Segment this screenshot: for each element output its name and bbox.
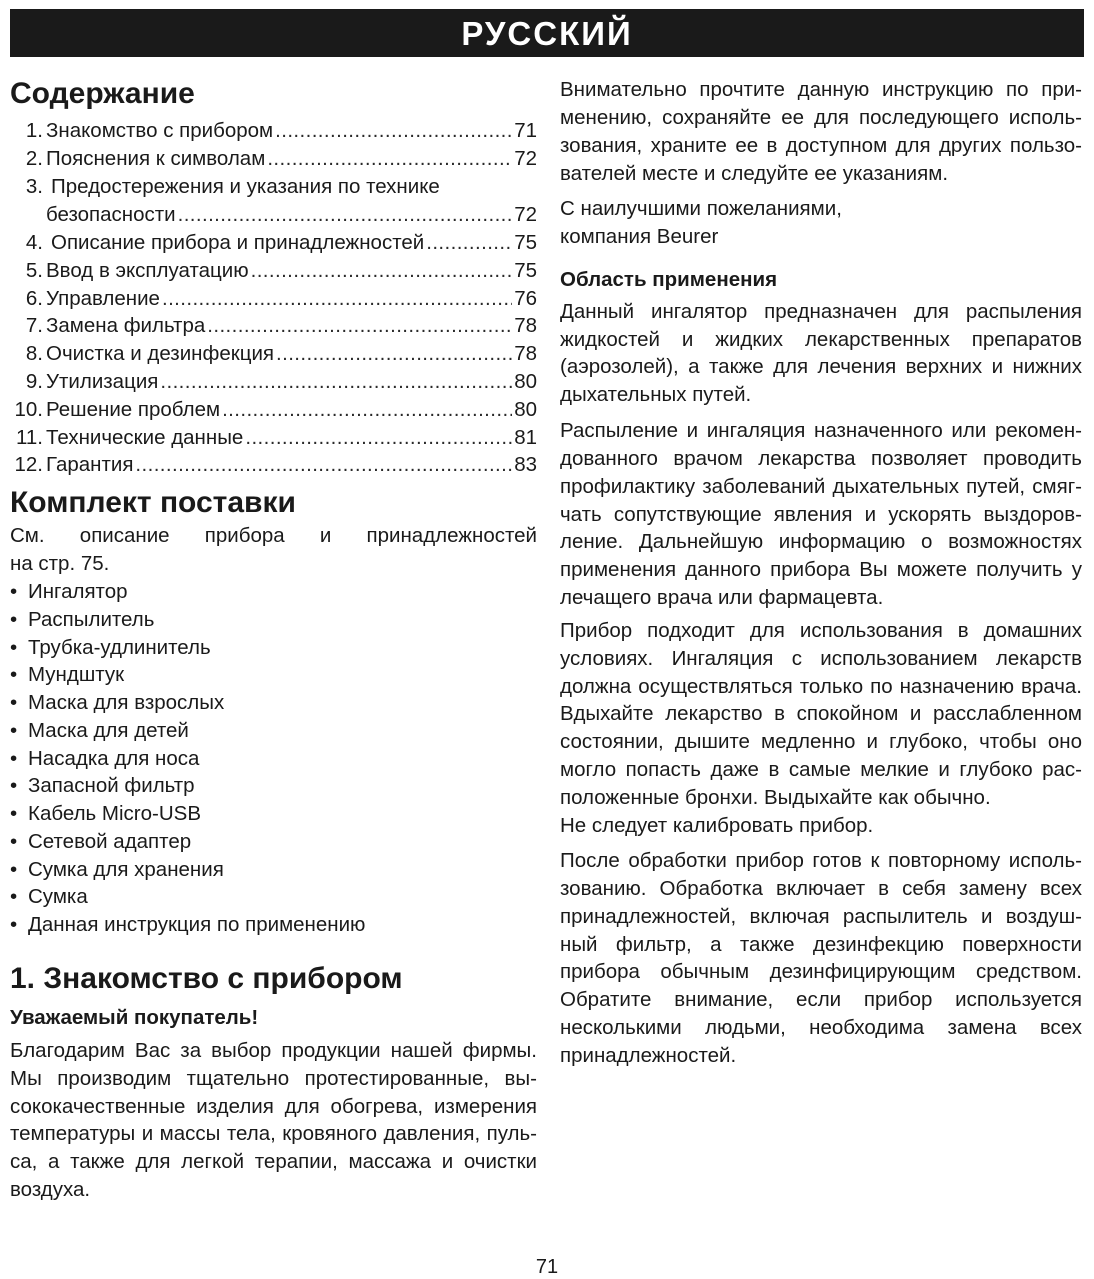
paragraph-line: прибора обычным дезинфицирующим средством. bbox=[560, 960, 1082, 983]
paragraph-line: После обработки прибор готов к повторному исполь- bbox=[560, 849, 1082, 872]
paragraph-line: Не следует калибровать прибор. bbox=[560, 814, 874, 837]
toc-page: 72 bbox=[514, 147, 537, 170]
toc-label: Очистка и дезинфекция bbox=[46, 342, 274, 365]
delivery-title: Комплект поставки bbox=[10, 486, 296, 519]
toc-label: Утилизация bbox=[46, 370, 159, 393]
paragraph-line: зования, храните ее в доступном для других пользо- bbox=[560, 134, 1082, 157]
paragraph-line: положенные бронхи. Выдыхайте как обычно. bbox=[560, 786, 991, 809]
bullet-icon: • bbox=[10, 580, 18, 603]
toc-page: 81 bbox=[514, 426, 537, 449]
paragraph-line: Обратите внимание, если прибор используется bbox=[560, 988, 1082, 1011]
paragraph-line: вателей месте и следуйте ее указаниям. bbox=[560, 162, 949, 185]
paragraph-line: несколькими людьми, необходима замена всех bbox=[560, 1016, 1082, 1039]
toc-entry[interactable] bbox=[10, 285, 537, 313]
toc-entry[interactable] bbox=[10, 257, 537, 285]
list-item: • Маска для детей bbox=[10, 717, 189, 745]
paragraph-line: ный фильтр, а также дезинфекцию поверхности bbox=[560, 933, 1082, 956]
toc-number: 6. bbox=[25, 287, 43, 310]
paragraph-line: условиях. Ингаляция с использованием лекарств bbox=[560, 647, 1082, 670]
bullet-icon: • bbox=[10, 608, 18, 631]
paragraph-line: жидкостей и жидких лекарственных препаратов bbox=[560, 328, 1082, 351]
paragraph-line: состоянии, дышите медленно и глубоко, чтобы оно bbox=[560, 730, 1082, 753]
list-item: • Трубка-удлинитель bbox=[10, 634, 211, 662]
toc-page: 80 bbox=[514, 370, 537, 393]
section1-greeting: Уважаемый покупатель! bbox=[10, 1006, 259, 1029]
paragraph-line: принадлежностей, включая распылитель и воздуш- bbox=[560, 905, 1082, 928]
paragraph-line: профилактику заболеваний дыхательных путей, смяг- bbox=[560, 475, 1082, 498]
paragraph-line: (аэрозолей), а также для лечения верхних и нижних bbox=[560, 355, 1082, 378]
toc-leader bbox=[160, 368, 512, 396]
list-item: • Сумка bbox=[10, 883, 88, 911]
toc-page: 80 bbox=[514, 398, 537, 421]
bullet-icon: • bbox=[10, 663, 18, 686]
bullet-icon: • bbox=[10, 719, 18, 742]
toc-leader bbox=[178, 201, 513, 229]
bullet-icon: • bbox=[10, 691, 18, 714]
toc-leader bbox=[426, 229, 512, 257]
toc-leader bbox=[207, 312, 512, 340]
toc-label: Описание прибора и принадлежностей bbox=[51, 231, 425, 254]
paragraph-line: ление. Дальнейшую информацию о возможностях bbox=[560, 530, 1082, 553]
delivery-intro-line: См. описание прибора и принадлежностей bbox=[10, 524, 537, 547]
toc-label: Ввод в эксплуатацию bbox=[46, 259, 249, 282]
usage-title: Область применения bbox=[560, 268, 778, 291]
toc-leader bbox=[267, 145, 512, 173]
toc-number: 12. bbox=[14, 453, 43, 476]
bullet-icon: • bbox=[10, 747, 18, 770]
paragraph-line: воздуха. bbox=[10, 1178, 91, 1201]
paragraph-line: Внимательно прочтите данную инструкцию по при- bbox=[560, 78, 1082, 101]
list-item: • Маска для взрослых bbox=[10, 689, 224, 717]
toc-entry[interactable] bbox=[10, 173, 537, 201]
bullet-icon: • bbox=[10, 802, 18, 825]
list-item: • Ингалятор bbox=[10, 578, 128, 606]
paragraph-line: лечащего врача или фармацевта. bbox=[560, 586, 884, 609]
paragraph-line: Данный ингалятор предназначен для распыления bbox=[560, 300, 1082, 323]
toc-leader bbox=[275, 117, 512, 145]
language-banner bbox=[10, 9, 1084, 57]
toc-leader bbox=[135, 451, 512, 479]
paragraph-line: применения данного прибора Вы можете получить у bbox=[560, 558, 1082, 581]
toc-label: Знакомство с прибором bbox=[46, 119, 274, 142]
toc-number: 1. bbox=[25, 119, 43, 142]
toc-label: Управление bbox=[46, 287, 160, 310]
paragraph-line: Распыление и ингаляция назначенного или рекомен- bbox=[560, 419, 1082, 442]
toc-label: Замена фильтра bbox=[46, 314, 206, 337]
bullet-icon: • bbox=[10, 858, 18, 881]
paragraph-line: чать сопутствующие явления и ускорять выздоров- bbox=[560, 503, 1082, 526]
toc-entry[interactable] bbox=[10, 340, 537, 368]
list-item: • Запасной фильтр bbox=[10, 772, 195, 800]
bullet-icon: • bbox=[10, 830, 18, 853]
toc-number: 4. bbox=[25, 231, 43, 254]
toc-page: 78 bbox=[514, 314, 537, 337]
list-item: • Насадка для носа bbox=[10, 745, 199, 773]
toc-number: 2. bbox=[25, 147, 43, 170]
toc-page: 72 bbox=[514, 203, 537, 226]
toc-page: 78 bbox=[514, 342, 537, 365]
paragraph-line: са, а также для легкой терапии, массажа и очистки bbox=[10, 1150, 537, 1173]
toc-label: Гарантия bbox=[46, 453, 134, 476]
list-item: • Данная инструкция по применению bbox=[10, 911, 365, 939]
toc-page: 75 bbox=[514, 259, 537, 282]
page-number: 71 bbox=[535, 1256, 559, 1278]
list-item: • Распылитель bbox=[10, 606, 154, 634]
section1-title: 1. Знакомство с прибором bbox=[10, 962, 403, 995]
list-item: • Сетевой адаптер bbox=[10, 828, 191, 856]
paragraph-line: менению, сохраняйте ее для последующего исполь- bbox=[560, 106, 1082, 129]
list-item: • Сумка для хранения bbox=[10, 856, 224, 884]
toc-entry[interactable] bbox=[10, 145, 537, 173]
paragraph-line: дованного врачом лекарства позволяет проводить bbox=[560, 447, 1082, 470]
toc-number: 8. bbox=[25, 342, 43, 365]
toc-label: Пояснения к символам bbox=[46, 147, 266, 170]
toc-leader bbox=[245, 424, 512, 452]
list-item: • Кабель Micro-USB bbox=[10, 800, 201, 828]
bullet-icon: • bbox=[10, 774, 18, 797]
paragraph-line: С наилучшими пожеланиями, bbox=[560, 197, 842, 220]
paragraph-line: Прибор подходит для использования в домашних bbox=[560, 619, 1082, 642]
paragraph-line: Мы производим тщательно протестированные, вы- bbox=[10, 1067, 537, 1090]
paragraph-line: температуры и массы тела, кровяного давления, пуль- bbox=[10, 1122, 537, 1145]
toc-entry[interactable] bbox=[10, 312, 537, 340]
toc-label: Технические данные bbox=[46, 426, 244, 449]
toc-entry[interactable] bbox=[10, 229, 537, 257]
delivery-intro-line: на стр. 75. bbox=[10, 552, 110, 575]
language-title: РУССКИЙ bbox=[461, 15, 633, 52]
toc-title: Содержание bbox=[10, 77, 195, 110]
toc-page: 76 bbox=[514, 287, 537, 310]
paragraph-line: должна осуществляться только по назначению врача. bbox=[560, 675, 1082, 698]
paragraph-line: компания Beurer bbox=[560, 225, 719, 248]
paragraph-line: Благодарим Вас за выбор продукции нашей фирмы. bbox=[10, 1039, 537, 1062]
toc-number: 5. bbox=[25, 259, 43, 282]
paragraph-line: Вдыхайте лекарство в спокойном и расслабленном bbox=[560, 702, 1082, 725]
toc-entry[interactable] bbox=[10, 368, 537, 396]
toc-number: 7. bbox=[25, 314, 43, 337]
toc-leader bbox=[162, 285, 512, 313]
paragraph-line: сококачественные изделия для обогрева, измерения bbox=[10, 1095, 537, 1118]
toc-page: 71 bbox=[514, 119, 537, 142]
bullet-icon: • bbox=[10, 913, 18, 936]
toc-number: 9. bbox=[25, 370, 43, 393]
bullet-icon: • bbox=[10, 636, 18, 659]
paragraph-line: дыхательных путей. bbox=[560, 383, 752, 406]
toc-label: Решение проблем bbox=[46, 398, 221, 421]
toc-label-line1: Предостережения и указания по технике bbox=[51, 175, 440, 198]
paragraph-line: зованию. Обработка включает в себя замену всех bbox=[560, 877, 1082, 900]
toc-entry[interactable] bbox=[10, 117, 537, 145]
toc-number: 3. bbox=[25, 175, 43, 198]
toc-entry[interactable] bbox=[10, 396, 537, 424]
toc-number: 11. bbox=[16, 426, 43, 449]
toc-leader bbox=[276, 340, 512, 368]
paragraph-line: принадлежностей. bbox=[560, 1044, 737, 1067]
toc-page: 75 bbox=[514, 231, 537, 254]
toc-leader bbox=[251, 257, 513, 285]
bullet-icon: • bbox=[10, 885, 18, 908]
paragraph-line: могло попасть даже в самые мелкие и глубоко рас- bbox=[560, 758, 1082, 781]
toc-entry[interactable] bbox=[10, 424, 537, 452]
toc-entry[interactable] bbox=[10, 451, 537, 479]
toc-entry-continued[interactable] bbox=[10, 201, 537, 229]
toc-number: 10. bbox=[14, 398, 43, 421]
toc-leader bbox=[222, 396, 512, 424]
list-item: • Мундштук bbox=[10, 661, 124, 689]
toc-label: безопасности bbox=[46, 203, 176, 226]
toc-page: 83 bbox=[514, 453, 537, 476]
